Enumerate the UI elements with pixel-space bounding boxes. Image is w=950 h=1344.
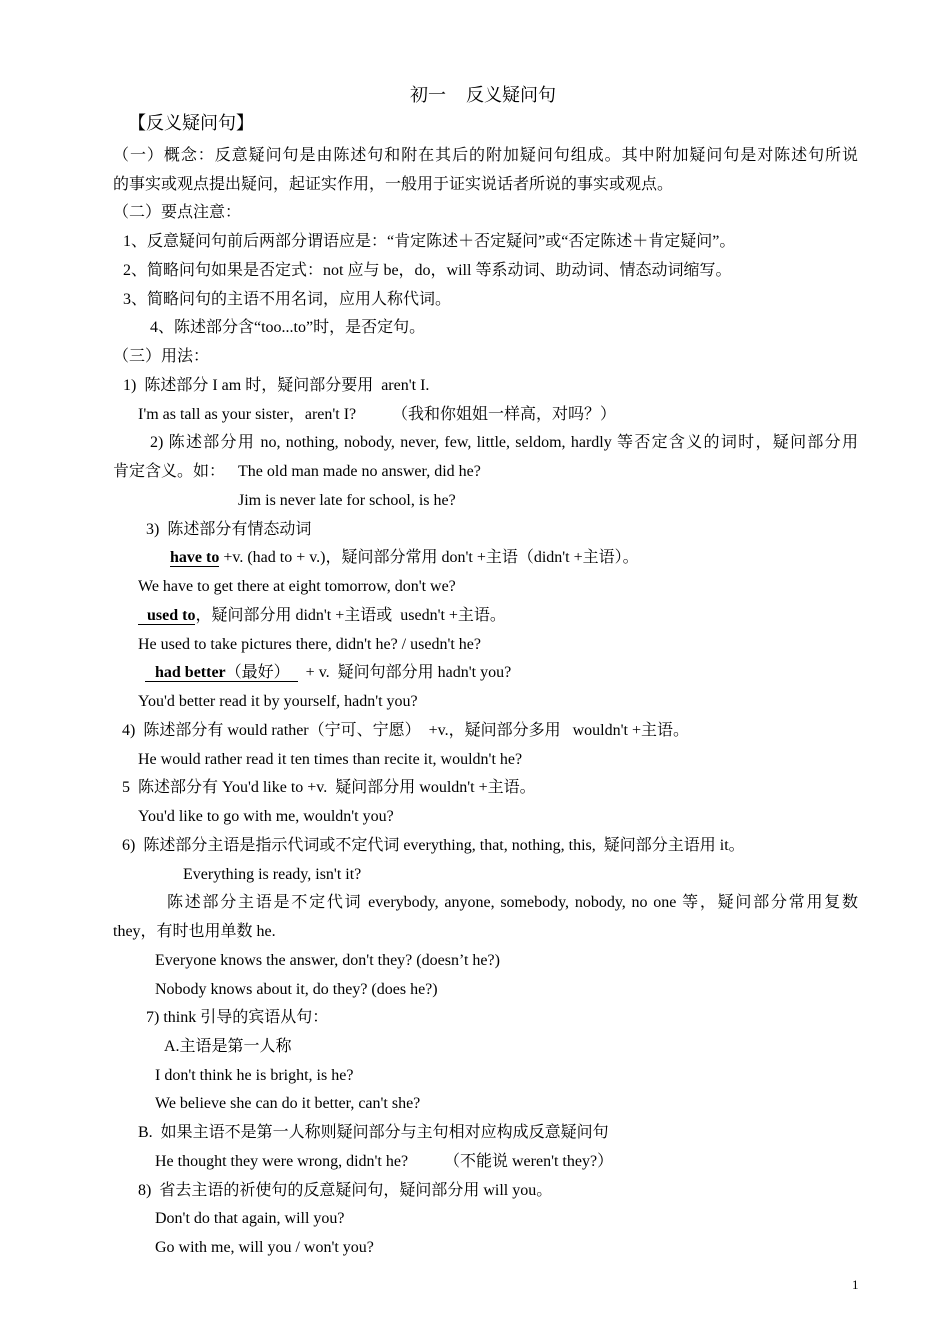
rule-3-used-to-line xyxy=(138,606,506,626)
rule-4-title: 4) 陈述部分有 would rather（宁可、宁愿） +v.，疑问部分多用 wouldn't +主语。 xyxy=(122,722,689,739)
rule-7-a-example-1: I don't think he is bright, is he? xyxy=(155,1067,354,1084)
rule-8-example-1: Don't do that again, will you? xyxy=(155,1210,345,1227)
rule-2-title-line-1: 2) 陈述部分用 no, nothing, nobody, never, few, little, seldom, hardly 等否定含义的词时，疑问部分用 xyxy=(150,434,858,451)
rule-7-b-label: B. 如果主语不是第一人称则疑问部分与主句相对应构成反意疑问句 xyxy=(138,1124,609,1141)
rule-3-title: 3) 陈述部分有情态动词 xyxy=(146,521,312,538)
rule-5-title: 5 陈述部分有 You'd like to +v. 疑问部分用 wouldn't +主语。 xyxy=(122,779,536,796)
key-point-2: 2、简略问句如果是否定式：not 应与 be，do，will 等系动词、助动词、情态动词缩写。 xyxy=(123,262,732,279)
rule-7-a-example-2: We believe she can do it better, can't she? xyxy=(155,1095,421,1112)
key-point-1: 1、反意疑问句前后两部分谓语应是：“肯定陈述＋否定疑问”或“否定陈述＋肯定疑问”。 xyxy=(123,233,736,250)
have-to-rule: +v. (had to + v.)，疑问部分常用 don't +主语（didn't +主语）。 xyxy=(219,549,639,566)
page-number: 1 xyxy=(852,1277,859,1292)
rule-6-example-3: Nobody knows about it, do they? (does he?) xyxy=(155,981,438,998)
rule-5-example: You'd like to go with me, wouldn't you? xyxy=(138,808,394,825)
rule-6-note-line-2: they，有时也用单数 he. xyxy=(113,923,276,940)
used-to-rule: ，疑问部分用 didn't +主语或 usedn't +主语。 xyxy=(195,607,506,624)
had-better-gloss: （最好） xyxy=(225,664,290,681)
rule-3-have-to-example: We have to get there at eight tomorrow, don't we? xyxy=(138,578,456,595)
rule-7-title: 7) think 引导的宾语从句： xyxy=(146,1009,329,1026)
concept-line-1: （一）概念：反意疑问句是由陈述句和附在其后的附加疑问句组成。其中附加疑问句是对陈述句所说 xyxy=(113,147,858,164)
rule-1-title: 1) 陈述部分 I am 时，疑问部分要用 aren't I. xyxy=(123,377,430,394)
rule-3-had-better-line xyxy=(145,663,511,683)
rule-1-example: I'm as tall as your sister，aren't I? xyxy=(138,406,357,423)
rule-2-example-2: Jim is never late for school, is he? xyxy=(238,492,456,509)
rule-6-example-2: Everyone knows the answer, don't they? (doesn’t he?) xyxy=(155,952,500,969)
rule-3-used-to-example: He used to take pictures there, didn't he? / usedn't he? xyxy=(138,636,481,653)
rule-3-had-better-example: You'd better read it by yourself, hadn't you? xyxy=(138,693,418,710)
rule-3-have-to-line xyxy=(170,548,639,568)
key-point-4: 4、陈述部分含“too...to”时，是否定句。 xyxy=(150,319,426,336)
rule-6-title: 6) 陈述部分主语是指示代词或不定代词 everything, that, nothing, this, 疑问部分主语用 it。 xyxy=(122,837,745,854)
rule-7-b-note: （不能说 weren't they?） xyxy=(444,1153,614,1170)
rule-7-a-label: A.主语是第一人称 xyxy=(164,1038,292,1055)
rule-4-example: He would rather read it ten times than recite it, wouldn't he? xyxy=(138,751,523,768)
rule-1-translation: （我和你姐姐一样高，对吗？） xyxy=(392,406,617,423)
rule-7-b-example: He thought they were wrong, didn't he? xyxy=(155,1153,409,1170)
had-better-rule: + v. 疑问句部分用 hadn't you? xyxy=(305,664,512,681)
rule-2-title-line-2: 肯定含义。如： xyxy=(113,463,226,480)
rule-8-example-2: Go with me, will you / won't you? xyxy=(155,1239,374,1256)
usage-heading: （三）用法： xyxy=(113,348,210,365)
page-title xyxy=(410,84,556,106)
used-to-term: used to xyxy=(138,607,195,625)
rule-2-example-1: The old man made no answer, did he? xyxy=(238,463,481,480)
section-heading: 【反义疑问句】 xyxy=(128,113,254,133)
key-point-3: 3、简略问句的主语不用名词，应用人称代词。 xyxy=(123,291,452,308)
have-to-term: have to xyxy=(170,549,220,566)
rule-8-title: 8) 省去主语的祈使句的反意疑问句，疑问部分用 will you。 xyxy=(138,1182,553,1199)
key-points-heading: （二）要点注意： xyxy=(113,204,242,221)
rule-6-example: Everything is ready, isn't it? xyxy=(183,866,362,883)
rule-6-note-line-1: 陈述部分主语是不定代词 everybody, anyone, somebody, nobody, no one 等，疑问部分常用复数 xyxy=(167,894,858,911)
title-topic: 反义疑问句 xyxy=(466,85,556,105)
title-grade: 初一 xyxy=(410,85,446,105)
concept-line-2: 的事实或观点提出疑问，起证实作用，一般用于证实说话者所说的事实或观点。 xyxy=(113,176,674,193)
had-better-term: had better（最好） xyxy=(145,664,298,682)
